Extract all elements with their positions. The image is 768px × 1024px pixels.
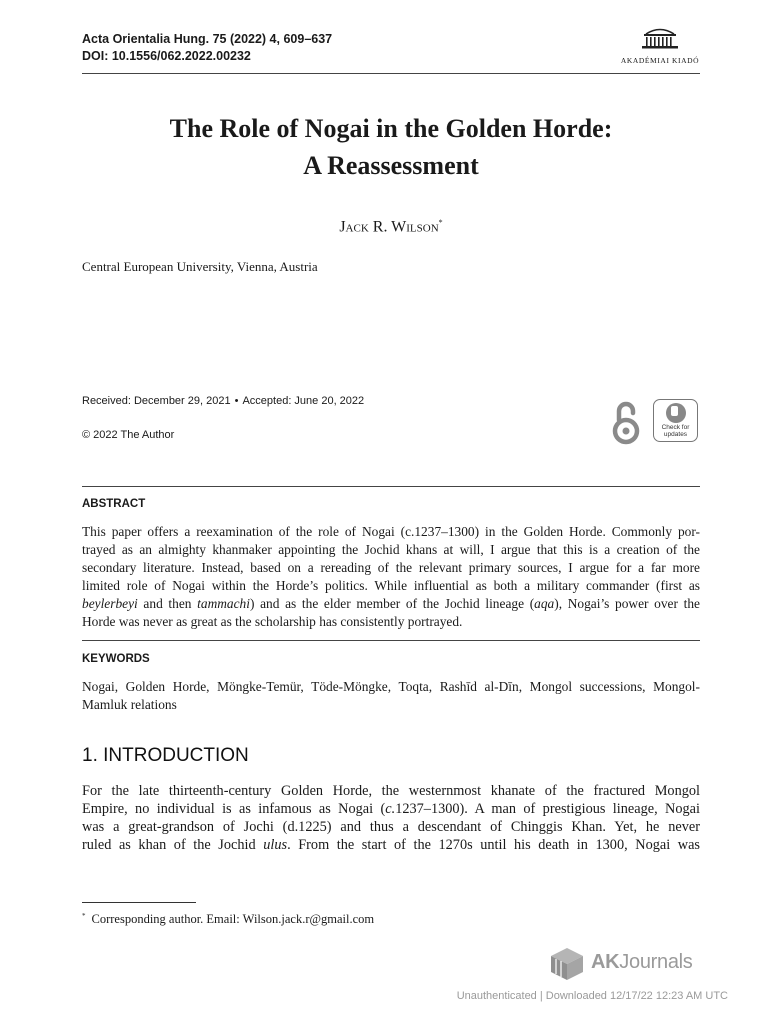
abstract-line: trayed as an almighty khanmaker appointing the Jochid khans at will, I argue that this is a creation of the bbox=[82, 542, 700, 557]
abstract-line: beylerbeyi and then tammachi) and as the elder member of the Jochid lineage (aqa), Nogai’s power over the bbox=[82, 596, 700, 611]
keywords-heading: KEYWORDS bbox=[82, 653, 150, 665]
keywords-line: Nogai, Golden Horde, Möngke-Temür, Töde-Möngke, Toqta, Rashīd al-Dīn, Mongol successions, Mongol- bbox=[82, 679, 700, 694]
check-updates-line-1: Check for bbox=[661, 424, 690, 431]
title-line-1: The Role of Nogai in the Golden Horde: bbox=[169, 114, 613, 143]
intro-line: was a great-grandson of Jochi (d.1225) and thus a descendant of Chinggis Khan. Yet, he never bbox=[82, 819, 700, 835]
abstract-bottom-divider bbox=[82, 640, 700, 641]
building-icon bbox=[640, 26, 680, 50]
journal-citation bbox=[82, 31, 332, 65]
journal-line: Acta Orientalia Hung. 75 (2022) 4, 609–637 bbox=[82, 32, 333, 46]
check-for-updates-badge[interactable] bbox=[653, 399, 698, 442]
abstract-heading: ABSTRACT bbox=[82, 498, 146, 510]
download-watermark: Unauthenticated | Downloaded 12/17/22 12:23 AM UTC bbox=[456, 990, 728, 1002]
check-updates-text bbox=[654, 424, 697, 438]
footnote bbox=[82, 912, 374, 927]
keywords-body bbox=[82, 678, 700, 714]
intro-line: For the late thirteenth-century Golden Horde, the westernmost khanate of the fractured Mongol bbox=[82, 783, 700, 799]
accepted-date: Accepted: June 20, 2022 bbox=[242, 395, 365, 407]
article-dates bbox=[82, 395, 364, 407]
author-name: Jack R. Wilson bbox=[339, 218, 439, 236]
introduction-body bbox=[82, 782, 700, 854]
abstract-line: This paper offers a reexamination of the role of Nogai (c.1237–1300) in the Golden Horde. Commonly por- bbox=[82, 524, 700, 539]
open-access-icon bbox=[611, 400, 641, 446]
akjournals-logo bbox=[548, 946, 708, 982]
intro-line: ruled as khan of the Jochid ulus. From the start of the 1270s until his death in 1300, Nogai was bbox=[82, 837, 700, 853]
author-footnote-mark: * bbox=[438, 218, 443, 227]
received-date: Received: December 29, 2021 bbox=[82, 395, 231, 407]
date-separator: • bbox=[234, 395, 239, 407]
intro-line: Empire, no individual is as infamous as Nogai (c.1237–1300). A man of prestigious lineage, Nogai bbox=[82, 801, 700, 817]
footnote-text: Corresponding author. Email: Wilson.jack.r@gmail.com bbox=[91, 912, 375, 927]
affiliation: Central European University, Vienna, Austria bbox=[82, 259, 318, 274]
footnote-mark: * bbox=[82, 912, 86, 920]
abstract-line: secondary literature. Instead, based on a rereading of the relevant primary sources, I argue for a far more bbox=[82, 560, 700, 575]
abstract-body bbox=[82, 523, 700, 631]
article-title bbox=[82, 110, 700, 184]
copyright: © 2022 The Author bbox=[82, 429, 175, 441]
publisher-name: AKADÉMIAI KIADÓ bbox=[620, 56, 700, 65]
akjournals-wordmark: AKJournals bbox=[591, 951, 693, 973]
bookmark-icon bbox=[666, 403, 686, 423]
check-updates-line-2: updates bbox=[663, 431, 688, 438]
doi-line[interactable]: DOI: 10.1556/062.2022.00232 bbox=[82, 49, 251, 63]
keywords-line: Mamluk relations bbox=[82, 697, 177, 712]
header-divider bbox=[82, 73, 700, 74]
title-line-2: A Reassessment bbox=[303, 151, 479, 180]
cube-icon bbox=[548, 946, 586, 982]
footnote-divider bbox=[82, 902, 196, 903]
abstract-top-divider bbox=[82, 486, 700, 487]
introduction-heading: 1. INTRODUCTION bbox=[82, 745, 249, 766]
publisher-logo bbox=[618, 26, 702, 65]
abstract-line: limited role of Nogai within the Horde’s politics. While influential as both a military commander (first as bbox=[82, 578, 700, 593]
author-line bbox=[82, 218, 700, 236]
abstract-line: Horde was never as great as the scholarship has consistently portrayed. bbox=[82, 614, 463, 629]
